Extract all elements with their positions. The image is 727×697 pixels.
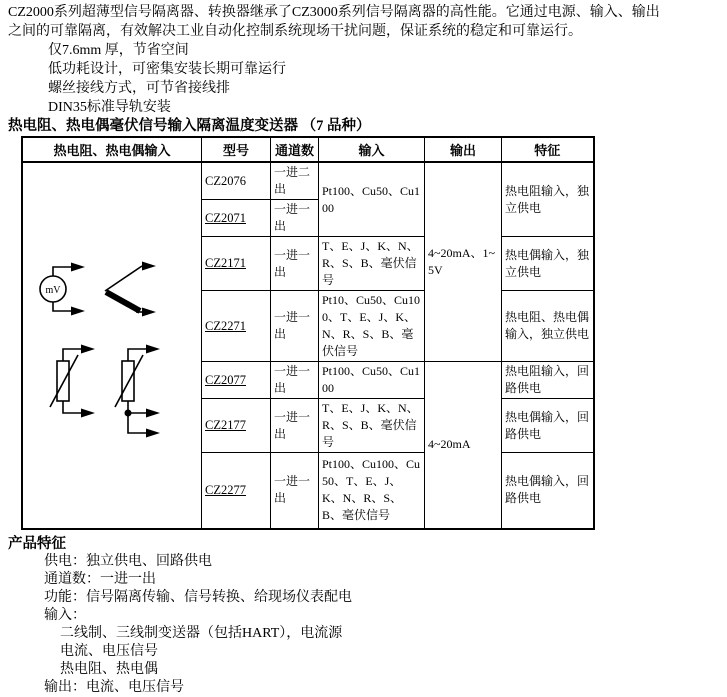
- product-table: [21, 136, 595, 530]
- output-signals-group1: 4~20mA、1~5V: [425, 162, 502, 362]
- pf-output: 输出：电流、电压信号: [44, 679, 184, 695]
- feature-line: 低功耗设计，可密集安装长期可靠运行: [48, 62, 286, 77]
- input-signals-rtd-group1: Pt100、Cu50、Cu100: [319, 162, 425, 237]
- table-title: 热电阻、热电偶毫伏信号输入隔离温度变送器 （7 品种）: [8, 118, 371, 134]
- pf-channels: 通道数：一进一出: [44, 571, 156, 587]
- channels-cz2171: 一进一出: [271, 237, 319, 291]
- channels-cz2277: 一进一出: [271, 453, 319, 529]
- table-header-row: [22, 137, 594, 162]
- feature-cz2077: 热电阻输入，回路供电: [502, 362, 594, 399]
- pf-input-transmitter: 二线制、三线制变送器（包括HART），电流源: [60, 625, 343, 641]
- rtd-3-wire-icon: [115, 345, 160, 438]
- channels-cz2271: 一进一出: [271, 291, 319, 362]
- model-cz2177[interactable]: CZ2177: [202, 399, 271, 453]
- pf-input-rtd-tc: 热电阻、热电偶: [60, 661, 158, 677]
- model-cz2076: CZ2076: [202, 162, 271, 200]
- feature-list: [8, 41, 727, 117]
- feature-cz2271: 热电阻、热电偶输入，独立供电: [502, 291, 594, 362]
- product-features-title: 产品特征: [8, 535, 66, 552]
- mv-source-icon: [40, 263, 85, 316]
- channels-cz2177: 一进一出: [271, 399, 319, 453]
- col-header-model: 型号: [202, 137, 271, 162]
- table-row: [22, 162, 594, 200]
- col-header-sensor-input: 热电阻、热电偶输入: [22, 137, 202, 162]
- input-signals-cz2171: T、E、J、K、N、R、S、B、毫伏信号: [319, 237, 425, 291]
- input-signals-cz2277: Pt100、Cu100、Cu50、T、E、J、K、N、R、S、B、毫伏信号: [319, 453, 425, 529]
- col-header-feature: 特征: [502, 137, 594, 162]
- sensor-symbols-diagram: [26, 166, 198, 520]
- col-header-output: 输出: [425, 137, 502, 162]
- rtd-2-wire-icon: [50, 345, 95, 418]
- output-signals-group2: 4~20mA: [425, 362, 502, 529]
- feature-line: 仅7.6mm 厚，节省空间: [48, 43, 189, 58]
- pf-power: 供电：独立供电、回路供电: [44, 553, 212, 569]
- input-signals-cz2271: Pt10、Cu50、Cu100、T、E、J、K、N、R、S、B、毫伏信号: [319, 291, 425, 362]
- intro-paragraph: CZ2000系列超薄型信号隔离器、转换器继承了CZ3000系列信号隔离器的高性能。它通过电源、输入、输出之间的可靠隔离，有效解决工业自动化控制系统现场干扰问题，保证系统的稳定和可靠运行。: [8, 5, 660, 39]
- model-cz2271[interactable]: CZ2271: [202, 291, 271, 362]
- feature-group1: 热电阻输入，独立供电: [502, 162, 594, 237]
- input-signals-cz2077: Pt100、Cu50、Cu100: [319, 362, 425, 399]
- product-features-list: [8, 553, 727, 697]
- feature-cz2177: 热电偶输入，回路供电: [502, 399, 594, 453]
- channels-cz2076: 一进二出: [271, 162, 319, 200]
- col-header-channels: 通道数: [271, 137, 319, 162]
- feature-cz2171: 热电偶输入，独立供电: [502, 237, 594, 291]
- mv-label: mV: [45, 285, 61, 297]
- model-cz2077[interactable]: CZ2077: [202, 362, 271, 399]
- channels-cz2071: 一进一出: [271, 200, 319, 237]
- model-cz2277[interactable]: CZ2277: [202, 453, 271, 529]
- feature-line: 螺丝接线方式，可节省接线排: [48, 81, 230, 96]
- pf-input-current-voltage: 电流、电压信号: [60, 643, 158, 659]
- pf-function: 功能：信号隔离传输、信号转换、给现场仪表配电: [44, 589, 352, 605]
- feature-cz2277: 热电偶输入，回路供电: [502, 453, 594, 529]
- thermocouple-icon: [105, 262, 156, 317]
- sensor-symbols-cell: [22, 162, 202, 529]
- model-cz2071[interactable]: CZ2071: [202, 200, 271, 237]
- pf-input-label: 输入：: [44, 607, 86, 623]
- channels-cz2077: 一进一出: [271, 362, 319, 399]
- model-cz2171[interactable]: CZ2171: [202, 237, 271, 291]
- input-signals-cz2177: T、E、J、K、N、R、S、B、毫伏信号: [319, 399, 425, 453]
- col-header-input: 输入: [319, 137, 425, 162]
- feature-line: DIN35标准导轨安装: [48, 100, 171, 115]
